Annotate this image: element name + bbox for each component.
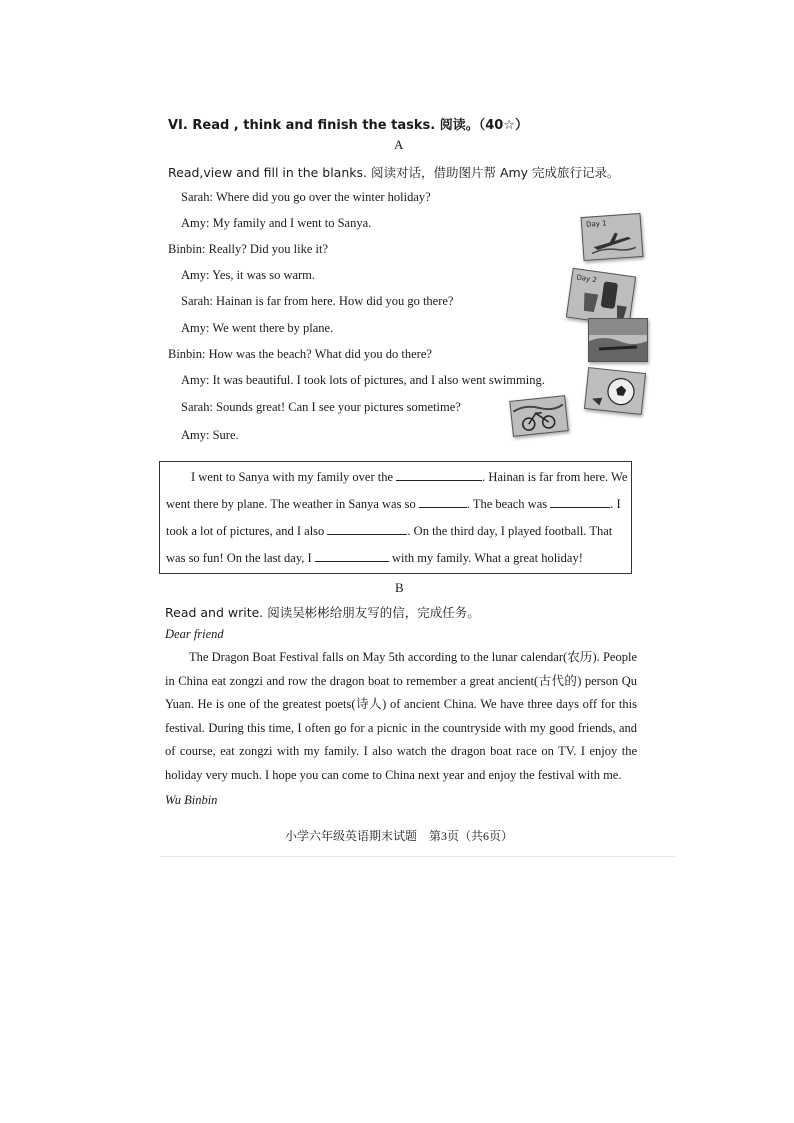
record-text: took a lot of pictures, and I also	[166, 524, 325, 538]
football-picture	[584, 367, 646, 415]
bike-ride-picture	[509, 395, 568, 437]
page-edge-divider	[160, 856, 675, 857]
record-text: . The beach was	[466, 497, 548, 511]
record-text: . Hainan is far from here. We	[482, 470, 628, 484]
travel-record-box	[159, 461, 632, 574]
answer-blank-2[interactable]	[419, 497, 467, 508]
answer-blank-3[interactable]	[550, 497, 610, 508]
record-text: was so fun! On the last day, I	[166, 551, 312, 565]
record-text: with my family. What a great holiday!	[391, 551, 583, 565]
part-a-instruction: Read,view and fill in the blanks. 阅读对话，借助图片帮 Amy 完成旅行记录。	[168, 165, 620, 180]
record-line-3	[166, 524, 612, 539]
record-text: . I	[610, 497, 621, 511]
part-b-instruction: Read and write. 阅读吴彬彬给朋友写的信，完成任务。	[165, 605, 480, 620]
bicycle-icon	[510, 396, 567, 435]
answer-blank-5[interactable]	[315, 551, 389, 562]
dialogue-line: Binbin: How was the beach? What did you do there?	[168, 347, 432, 361]
answer-blank-4[interactable]	[327, 524, 407, 535]
dialogue-line: Amy: Yes, it was so warm.	[181, 268, 316, 282]
day1-airplane-picture	[581, 213, 644, 261]
section-title: VI. Read , think and finish the tasks. 阅读。（40☆）	[168, 118, 528, 133]
day1-label: Day 1	[585, 219, 607, 229]
dialogue-line: Amy: My family and I went to Sanya.	[181, 216, 372, 230]
dialogue-line: Amy: We went there by plane.	[181, 321, 334, 335]
beach-picture	[588, 318, 648, 362]
answer-blank-1[interactable]	[396, 470, 482, 481]
swimsuit-icon	[567, 269, 635, 325]
dialogue-line: Binbin: Really? Did you like it?	[168, 242, 329, 256]
dialogue-line: Sarah: Hainan is far from here. How did you go there?	[181, 294, 454, 308]
letter-body	[165, 646, 637, 787]
record-text: went there by plane. The weather in Sanya was so	[166, 497, 416, 511]
airplane-icon	[582, 214, 643, 260]
letter-signature: Wu Binbin	[165, 793, 218, 807]
football-icon	[585, 368, 645, 414]
dialogue-line: Sarah: Where did you go over the winter holiday?	[181, 190, 431, 204]
record-line-1	[191, 470, 627, 485]
page-footer: 小学六年级英语期末试题 第3页（共6页）	[285, 829, 514, 843]
record-text: I went to Sanya with my family over the	[191, 470, 394, 484]
letter-paragraph: The Dragon Boat Festival falls on May 5th according to the lunar calendar(农历). People in China eat zongzi and row the dragon boat to remember a great ancient(古代的) person Qu Yuan. He is one of the greatest poets(诗人) of ancient China. We have three days off for this festival. During this time, I often go for a picnic in the countryside with my good friends, and of course, eat zongzi with my family. I also watch the dragon boat race on TV. I enjoy the holiday very much. I hope you can come to China next year and enjoy the festival with me.	[165, 650, 637, 782]
beach-icon	[589, 319, 647, 361]
letter-greeting: Dear friend	[165, 627, 224, 641]
dialogue-line: Amy: It was beautiful. I took lots of pictures, and I also went swimming.	[181, 373, 545, 387]
record-line-4	[166, 551, 583, 566]
part-b-label: B	[395, 580, 404, 595]
dialogue-line: Sarah: Sounds great! Can I see your pictures sometime?	[181, 400, 461, 414]
part-a-label: A	[394, 137, 404, 152]
dialogue-line: Amy: Sure.	[181, 428, 239, 442]
record-line-2	[166, 497, 621, 512]
record-text: . On the third day, I played football. That	[407, 524, 613, 538]
day2-label: Day 2	[575, 273, 598, 285]
